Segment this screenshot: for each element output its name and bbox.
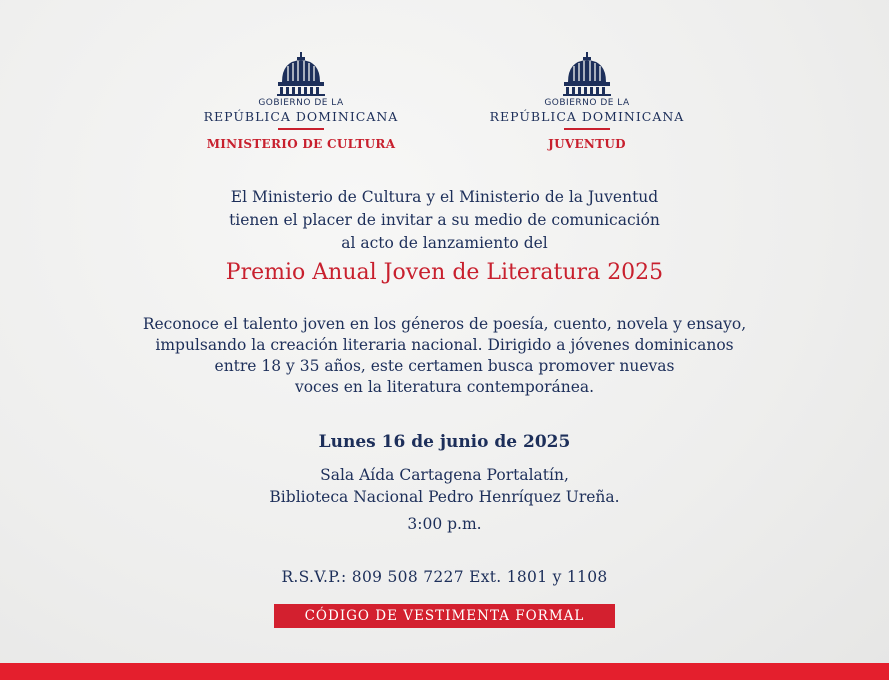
capitol-dome-icon: [276, 52, 326, 96]
event-time: 3:00 p.m.: [407, 515, 482, 533]
gov-line-2: REPÚBLICA DOMINICANA: [203, 109, 399, 124]
capitol-dome-icon: [562, 52, 612, 96]
event-venue: [0, 464, 889, 508]
intro-line: al acto de lanzamiento del: [341, 234, 548, 252]
ministry-name: MINISTERIO DE CULTURA: [206, 137, 396, 151]
description-line: impulsando la creación literaria nacional. Dirigido a jóvenes dominicanos: [155, 336, 734, 354]
event-description: [0, 314, 889, 398]
logo-juventud: [477, 52, 697, 151]
gov-line-1: GOBIERNO DE LA: [258, 98, 344, 108]
logo-ministerio-cultura: [191, 52, 411, 151]
intro-line: tienen el placer de invitar a su medio de comunicación: [229, 211, 660, 229]
venue-line: Sala Aída Cartagena Portalatín,: [320, 466, 569, 484]
gov-line-1: GOBIERNO DE LA: [544, 98, 630, 108]
venue-line: Biblioteca Nacional Pedro Henríquez Ureña.: [269, 488, 620, 506]
invitation-intro: [0, 186, 889, 255]
event-title: Premio Anual Joven de Literatura 2025: [225, 260, 664, 285]
description-line: entre 18 y 35 años, este certamen busca promover nuevas: [214, 357, 675, 375]
description-line: Reconoce el talento joven en los géneros de poesía, cuento, novela y ensayo,: [142, 315, 747, 333]
bottom-red-bar: [0, 663, 889, 680]
red-rule: [564, 128, 610, 130]
red-rule: [278, 128, 324, 130]
description-line: voces en la literatura contemporánea.: [294, 378, 595, 396]
ministry-name: JUVENTUD: [548, 137, 626, 151]
gov-line-2: REPÚBLICA DOMINICANA: [489, 109, 685, 124]
rsvp-contact: R.S.V.P.: 809 508 7227 Ext. 1801 y 1108: [281, 568, 608, 586]
event-date: Lunes 16 de junio de 2025: [318, 432, 571, 452]
intro-line: El Ministerio de Cultura y el Ministerio de la Juventud: [230, 188, 659, 206]
dress-code-badge: CÓDIGO DE VESTIMENTA FORMAL: [274, 604, 615, 628]
